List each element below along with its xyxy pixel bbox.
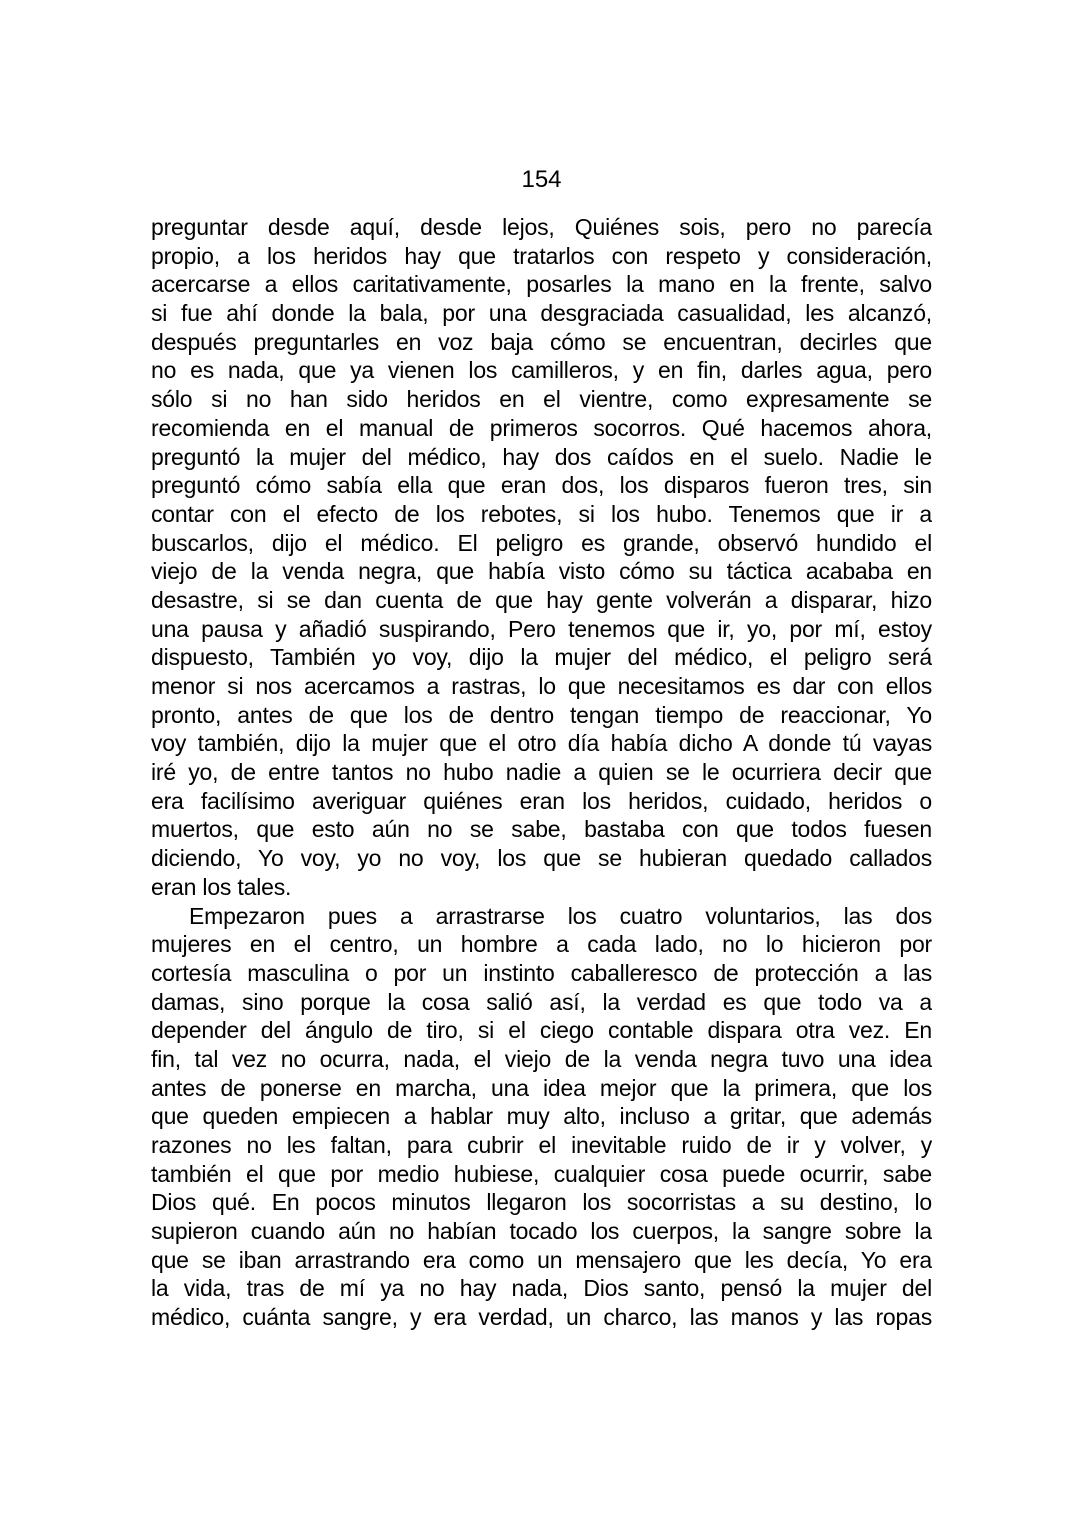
text-line: desastre, si se dan cuenta de que hay gente volverán a disparar, hizo <box>151 586 932 613</box>
text-line: depender del ángulo de tiro, si el ciego contable dispara otra vez. En <box>151 1017 932 1044</box>
text-line: si fue ahí donde la bala, por una desgraciada casualidad, les alcanzó, <box>151 300 932 327</box>
text-line: pronto, antes de que los de dentro tengan tiempo de reaccionar, Yo <box>151 701 932 728</box>
text-line: voy también, dijo la mujer que el otro día había dicho A donde tú vayas <box>151 730 932 757</box>
text-line: Empezaron pues a arrastrarse los cuatro voluntarios, las dos <box>189 902 932 929</box>
text-line: la vida, tras de mí ya no hay nada, Dios santo, pensó la mujer del <box>151 1275 932 1302</box>
text-line: recomienda en el manual de primeros socorros. Qué hacemos ahora, <box>151 414 932 441</box>
paragraph <box>151 902 932 1332</box>
text-line: acercarse a ellos caritativamente, posarles la mano en la frente, salvo <box>151 271 932 298</box>
text-line: eran los tales. <box>151 873 292 900</box>
text-line: también el que por medio hubiese, cualquier cosa puede ocurrir, sabe <box>151 1160 932 1187</box>
text-line: diciendo, Yo voy, yo no voy, los que se hubieran quedado callados <box>151 845 932 872</box>
text-line: Dios qué. En pocos minutos llegaron los socorristas a su destino, lo <box>151 1189 932 1216</box>
text-line: que se iban arrastrando era como un mensajero que les decía, Yo era <box>151 1246 932 1273</box>
text-line: sólo si no han sido heridos en el vientre, como expresamente se <box>151 386 932 413</box>
text-line: viejo de la venda negra, que había visto cómo su táctica acababa en <box>151 558 932 585</box>
text-line: preguntó cómo sabía ella que eran dos, los disparos fueron tres, sin <box>151 472 932 499</box>
text-line: era facilísimo averiguar quiénes eran los heridos, cuidado, heridos o <box>151 787 932 814</box>
text-line: menor si nos acercamos a rastras, lo que necesitamos es dar con ellos <box>151 673 932 699</box>
text-line: fin, tal vez no ocurra, nada, el viejo de la venda negra tuvo una idea <box>151 1045 932 1072</box>
text-line: preguntó la mujer del médico, hay dos caídos en el suelo. Nadie le <box>151 443 932 470</box>
text-line: propio, a los heridos hay que tratarlos con respeto y consideración, <box>151 242 932 269</box>
text-line: muertos, que esto aún no se sabe, bastaba con que todos fuesen <box>151 816 932 843</box>
text-line: no es nada, que ya vienen los camilleros, y en fin, darles agua, pero <box>151 357 932 384</box>
page-text <box>151 213 932 1332</box>
text-line: damas, sino porque la cosa salió así, la verdad es que todo va a <box>151 988 932 1015</box>
text-line: una pausa y añadió suspirando, Pero tenemos que ir, yo, por mí, estoy <box>151 615 932 642</box>
text-line: cortesía masculina o por un instinto caballeresco de protección a las <box>151 959 932 986</box>
text-line: razones no les faltan, para cubrir el inevitable ruido de ir y volver, y <box>151 1132 932 1158</box>
text-line: que queden empiecen a hablar muy alto, incluso a gritar, que además <box>151 1103 932 1130</box>
text-line: iré yo, de entre tantos no hubo nadie a quien se le ocurriera decir que <box>151 759 932 786</box>
text-line: antes de ponerse en marcha, una idea mejor que la primera, que los <box>151 1074 932 1101</box>
text-line: médico, cuánta sangre, y era verdad, un charco, las manos y las ropas <box>151 1304 932 1331</box>
text-line: después preguntarles en voz baja cómo se encuentran, decirles que <box>151 328 932 355</box>
text-line: dispuesto, También yo voy, dijo la mujer del médico, el peligro será <box>151 644 932 671</box>
page-number: 154 <box>521 166 562 193</box>
text-line: mujeres en el centro, un hombre a cada lado, no lo hicieron por <box>151 931 932 958</box>
paragraph <box>151 213 932 902</box>
text-line: preguntar desde aquí, desde lejos, Quiénes sois, pero no parecía <box>151 214 932 240</box>
text-line: supieron cuando aún no habían tocado los cuerpos, la sangre sobre la <box>151 1218 932 1245</box>
text-line: buscarlos, dijo el médico. El peligro es grande, observó hundido el <box>151 529 932 556</box>
text-line: contar con el efecto de los rebotes, si los hubo. Tenemos que ir a <box>151 500 932 527</box>
